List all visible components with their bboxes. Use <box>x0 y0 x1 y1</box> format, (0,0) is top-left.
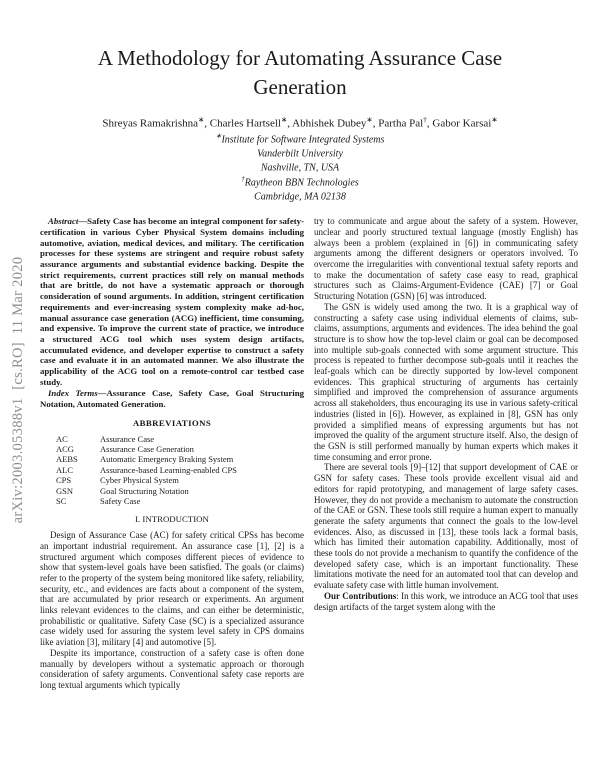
author-mark: ∗ <box>197 114 205 124</box>
abbreviation-key: AEBS <box>56 454 78 465</box>
abbreviation-row <box>40 434 304 444</box>
author: Shreyas Ramakrishna <box>102 117 198 130</box>
abbreviation-value: Assurance Case Generation <box>100 444 194 454</box>
abbreviation-row <box>40 444 304 454</box>
author: Abhishek Dubey <box>292 117 367 130</box>
right-paragraph-1: try to communicate and argue about the safety of a system. However, unclear and poorly structured textual language (mostly English) has always been a problem (explained in [6]) in communicating safety arguments among the different designers or operators involved. To overcome the irregularities with conventional textual safety reports and to make the documentation of safety case easy to read, graphical structures such as Claims-Argument-Evidence (CAE) [7] or Goal Structuring Notation (GSN) [6] was introduced. <box>314 216 578 302</box>
section-heading-introduction: I. INTRODUCTION <box>135 514 209 525</box>
affiliation-line <box>0 132 600 146</box>
abbreviation-key: ALC <box>56 464 73 475</box>
abbreviation-row <box>40 486 304 496</box>
abbreviation-row <box>40 454 304 464</box>
abbreviation-key: ACG <box>56 444 74 454</box>
author-separator: , <box>204 117 210 130</box>
contributions-paragraph <box>314 591 578 612</box>
right-paragraph-2: The GSN is widely used among the two. It is a graphical way of constructing a safety case using individual elements of claims, sub-claims, assumptions, arguments and evidences. The idea behind the goal structure is to show how the top-level claim or goal can be decomposed into multiple sub-goals connected with some argument structure. This process is repeated to further decompose sub-goals until it reaches the leaf-goals which can be directly supported by low-level component evidences. This graphical structuring of arguments has certainly simplified and improved the comprehension of assurance arguments across all stakeholders, thus encouraging its use in various safety-critical industries (listed in [6]). However, as explained in [8], GSN has only provided a simplified means of expressing arguments but has not improved the quality of the argument structure itself. Also, the design of the GSN is still performed manually by human experts which makes it time consuming and error prone. <box>314 301 578 462</box>
right-paragraph-3: There are several tools [9]–[12] that support development of CAE or GSN for safety cases. These tools provide excellent visual aid and editors for rapid prototyping, and management of large safety cases. However, they do not provide a mechanism to automate the construction of the CAE or GSN. These tools still require a human expert to manually generate the safety arguments that connect the goals to the low-level evidences. Also, as discussed in [13], these tools lack a formal basis, which has limited their automation capability. Additionally, most of these tools do not provide a mechanism to quantify the confidence of the developed safety case, which is an important functionality. These limitations motivate the need for an automated tool that can develop and evaluate safety case with little human involvement. <box>314 462 578 591</box>
abstract-text: —Safety Case has become an integral component for safety-certification in various Cyber Physical System domains including automotive, aviation, medical devices, and military. The certification processes for these systems are stringent and require robust safety assurance arguments and substantial evidence backing. Despite the strict requirements, current practices still rely on manual methods that are brittle, do not have a systematic approach or thorough consideration of sound arguments. In addition, stringent certification requirements and ever-increasing system complexity make ad-hoc, manual assurance case generation (ACG) inefficient, time consuming, and expensive. To improve the current state of practice, we introduce a structured ACG tool which uses system design artifacts, accumulated evidence, and developer expertise to construct a safety case and evaluate it in an automated manner. We also illustrate the applicability of the ACG tool on a remote-control car testbed case study. <box>40 216 304 387</box>
contributions-text: : In this work, we introduce an ACG tool that uses design artifacts of the target system along with the <box>314 590 578 612</box>
abbreviation-value: Assurance Case <box>100 433 155 444</box>
abbreviation-key: GSN <box>56 485 74 496</box>
intro-paragraph-2: Despite its importance, construction of a safety case is often done manually by developers without a systematic approach or thorough consideration of safety arguments. Conventional safety case reports are long textual arguments which typically <box>40 647 304 690</box>
abbreviation-value: Automatic Emergency Braking System <box>100 454 234 465</box>
affiliation-mark: ∗ <box>215 131 222 140</box>
affiliation-text: Cambridge, MA 02138 <box>254 191 346 203</box>
abbreviation-key: SC <box>56 496 67 507</box>
author-mark: ∗ <box>491 114 498 124</box>
author-mark: † <box>423 114 427 124</box>
abbreviations-heading: ABBREVIATIONS <box>132 417 212 428</box>
affiliation-text: Institute for Software Integrated Systems <box>221 133 385 145</box>
abbreviation-row <box>40 465 304 475</box>
abbreviation-key: AC <box>56 433 68 444</box>
abbreviation-value: Assurance-based Learning-enabled CPS <box>100 464 237 475</box>
author-separator: , <box>372 117 379 130</box>
abbreviation-value: Cyber Physical System <box>100 475 179 486</box>
contributions-label: Our Contributions <box>324 590 397 601</box>
abbreviation-row <box>40 496 304 506</box>
affiliation-mark: † <box>241 174 245 183</box>
author-mark: ∗ <box>366 114 373 124</box>
abbreviation-value: Goal Structuring Notation <box>100 485 189 496</box>
abbreviation-value: Safety Case <box>100 496 141 507</box>
author-separator: , <box>426 117 433 130</box>
affiliation-block <box>0 132 600 204</box>
index-terms-label: Index Terms <box>48 388 98 399</box>
right-column <box>314 216 578 690</box>
affiliation-text: Vanderbilt University <box>257 148 343 160</box>
affiliation-text: Nashville, TN, USA <box>260 162 340 174</box>
index-terms-text: —Assurance Case, Safety Case, Goal Structuring Notation, Automated Generation. <box>40 388 304 410</box>
abstract-label: Abstract <box>48 216 79 227</box>
left-column <box>40 216 304 690</box>
author-mark: ∗ <box>280 114 288 124</box>
arxiv-watermark: arXiv:2003.05388v1 [cs.RO] 11 Mar 2020 <box>10 256 26 524</box>
affiliation-line <box>0 175 600 189</box>
intro-paragraph-1: Design of Assurance Case (AC) for safety critical CPSs has become an important industrial requirement. An assurance case [1], [2] is a structured argument which composes different pieces of evidence to show that system-level goals have been satisfied. The goals (or claims) refer to the property of the system being monitored like safety, reliability, security, etc., and evidences are facts about a component of the system, that are accumulated by prior research or experiments. An argument links relevant evidences to the claims, and can either be deterministic, probabilistic or qualitative. Safety Case (SC) is a specialized assurance case widely used for assuring the system level safety in CPS domains like aviation [3], military [4] and automotive [5]. <box>40 530 305 648</box>
author-line <box>0 115 600 130</box>
affiliation-text: Raytheon BBN Technologies <box>244 176 359 188</box>
abbreviation-row <box>40 475 304 485</box>
affiliation-line <box>0 160 600 174</box>
author-separator: , <box>287 117 293 130</box>
abstract <box>40 216 304 387</box>
two-column-body <box>40 216 578 690</box>
abbreviation-key: CPS <box>56 475 72 486</box>
author: Partha Pal <box>378 117 424 130</box>
author: Gabor Karsai <box>432 117 492 130</box>
affiliation-line <box>0 189 600 203</box>
paper-title: A Methodology for Automating Assurance Case Generation <box>97 46 503 99</box>
author: Charles Hartsell <box>209 117 281 130</box>
affiliation-line <box>0 146 600 160</box>
abbreviations-list <box>40 434 304 507</box>
index-terms <box>40 388 304 409</box>
